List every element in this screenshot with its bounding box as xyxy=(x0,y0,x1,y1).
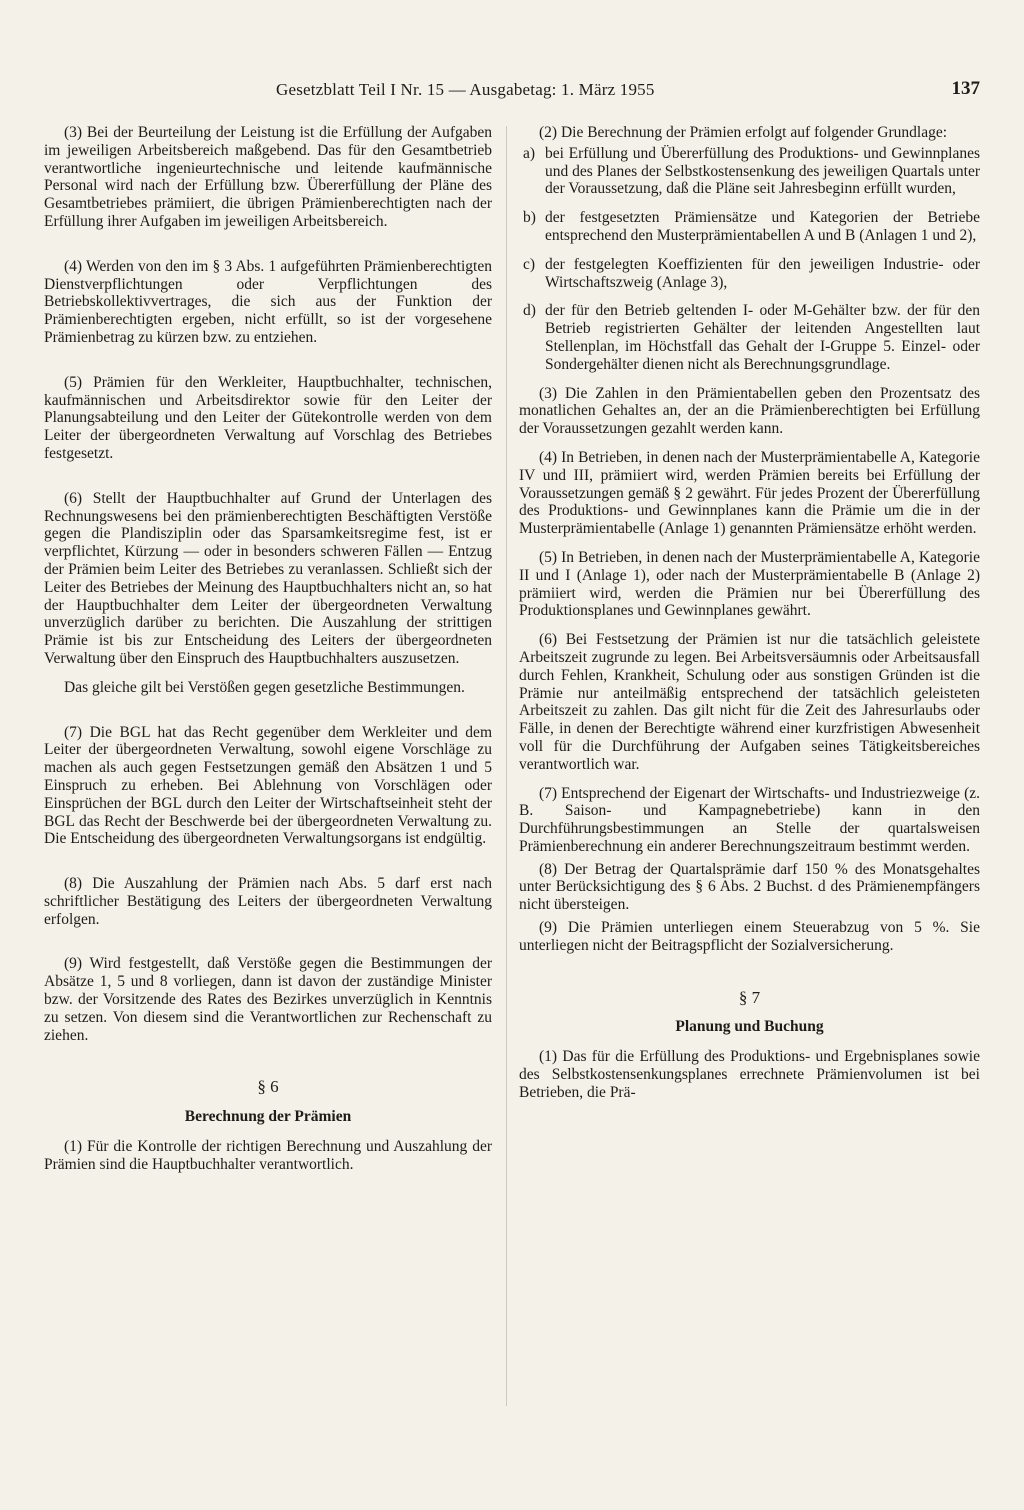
paragraph-6-4: (4) In Betrieben, in denen nach der Musterprämientabelle A, Kategorie IV und III, prämiiert wird, werden Prämien bereits bei Erfüllung der Voraussetzungen gemäß § 2 gewährt. Für jedes Prozent der Übererfüllung des Produktions- und Gewinnplanes kann die Prämie um die in der Musterprämientabelle (Anlage 1) genannten Prämiensätze erhöht werden. xyxy=(519,448,980,538)
paragraph-6-3: (3) Die Zahlen in den Prämientabellen geben den Prozentsatz des monatlichen Gehaltes an, der an die Prämienberechtigten bei Erfüllung der Voraussetzungen gezahlt werden kann. xyxy=(519,384,980,438)
list-item xyxy=(519,145,980,198)
left-column xyxy=(44,124,492,1174)
list-item-key: b) xyxy=(523,209,536,227)
list-item xyxy=(519,256,980,292)
paragraph-6-9: (9) Die Prämien unterliegen einem Steuerabzug von 5 %. Sie unterliegen nicht der Beitragspflicht der Sozialversicherung. xyxy=(519,919,980,954)
list-item-text: bei Erfüllung und Übererfüllung des Produktions- und Gewinnplanes und des Planes der Selbstkostensenkung des jeweiligen Quartals unter der Voraussetzung, daß die Pläne seit Jahresbeginn erfüllt wurden, xyxy=(545,144,980,198)
list-item-text: der für den Betrieb geltenden I- oder M-Gehälter bzw. der für den Betrieb registrierten Gehälter der leitenden Angestellten laut Stellenplan, im Höchstfall das Gehalt der I-Gruppe 5. Einzel- oder Sondergehälter dienen nicht als Berechnungsgrundlage. xyxy=(545,302,980,373)
section-number-6: § 6 xyxy=(257,1077,279,1097)
paragraph-5-7: (7) Die BGL hat das Recht gegenüber dem Werkleiter und dem Leiter der übergeordneten Verwaltung, sowohl eigene Vorschläge zu machen als auch gegen Festsetzungen gemäß den Absätzen 1 und 5 Einspruch zu erheben. Bei Ablehnung von Vorschlägen oder Einsprüchen der BGL durch den Leiter der Wirtschaftseinheit steht der BGL das Recht der Beschwerde bei der übergeordneten Verwaltung zu. Die Entscheidung des übergeordneten Verwaltungsorgans ist endgültig. xyxy=(44,723,492,848)
header-title: Gesetzblatt Teil I Nr. 15 — Ausgabetag: 1. März 1955 xyxy=(276,80,655,99)
paragraph-6-5: (5) In Betrieben, in denen nach der Musterprämientabelle A, Kategorie II und I (Anlage 1), oder nach der Musterprämientabelle B (Anlage 2) prämiiert wird, werden die Prämien nur bei Übererfüllung des Produktionsplanes und Gewinnplanes gewährt. xyxy=(519,548,980,620)
section-title-6: Berechnung der Prämien xyxy=(184,1108,352,1126)
paragraph-5-5: (5) Prämien für den Werkleiter, Hauptbuchhalter, technischen, kaufmännischen und Arbeitsdirektor sowie für den Leiter der Planungsabteilung und den Leiter der Gütekontrolle werden von dem Leiter der übergeordneten Verwaltung auf Vorschlag des Betriebes festgesetzt. xyxy=(44,373,492,462)
section-number-7: § 7 xyxy=(738,987,761,1007)
list-item-key: d) xyxy=(523,302,536,320)
paragraph-6-1: (1) Für die Kontrolle der richtigen Berechnung und Auszahlung der Prämien sind die Hauptbuchhalter verantwortlich. xyxy=(44,1138,492,1173)
list-item-text: der festgesetzten Prämiensätze und Kategorien der Betriebe entsprechend den Musterprämientabellen A und B (Anlagen 1 und 2), xyxy=(545,209,980,244)
paragraph-6-7: (7) Entsprechend der Eigenart der Wirtschafts- und Industriezweige (z. B. Saison- und Kampagnebetriebe) kann in den Durchführungsbestimmungen an Stelle der quartalsweisen Prämienberechnung ein anderer Berechnungszeitraum bestimmt werden. xyxy=(519,784,980,855)
paragraph-5-8: (8) Die Auszahlung der Prämien nach Abs. 5 darf erst nach schriftlicher Bestätigung des Leiters der übergeordneten Verwaltung erfolgen. xyxy=(44,875,492,928)
right-column xyxy=(519,124,980,1102)
paragraph-6-8: (8) Der Betrag der Quartalsprämie darf 150 % des Monatsgehaltes unter Berücksichtigung des § 6 Abs. 2 Buchst. d des Prämienempfängers nicht übersteigen. xyxy=(519,860,980,914)
list-item xyxy=(519,209,980,245)
paragraph-5-6: (6) Stellt der Hauptbuchhalter auf Grund der Unterlagen des Rechnungswesens bei den prämienberechtigten Beschäftigten Verstöße gegen die Plandisziplin oder das Sparsamkeitsregime fest, ist er verpflichtet, Kürzung — oder in besonders schweren Fällen — Entzug der Prämien beim Leiter des Betriebes zu veranlassen. Schließt sich der Leiter des Betriebes der Meinung des Hauptbuchhalters nicht an, so hat der Hauptbuchhalter dem Leiter der übergeordneten Verwaltung unverzüglich darüber zu berichten. Die Auszahlung der strittigen Prämie ist bis zur Entscheidung des Leiters der übergeordneten Verwaltung über den Einspruch des Hauptbuchhalters auszusetzen. xyxy=(44,489,492,667)
section-title-7: Planung und Buchung xyxy=(675,1018,824,1036)
list-item xyxy=(519,302,980,373)
list-item-key: a) xyxy=(523,144,536,162)
page-number: 137 xyxy=(951,78,980,99)
column-divider xyxy=(506,126,507,1406)
list-item-text: der festgelegten Koeffizienten für den jeweiligen Industrie- oder Wirtschaftszweig (Anlage 3), xyxy=(545,255,980,291)
paragraph-6-6: (6) Bei Festsetzung der Prämien ist nur die tatsächlich geleistete Arbeitszeit zugrunde zu legen. Bei Arbeitsversäumnis oder Arbeitsausfall durch Fehlen, Krankheit, Schulung oder aus sonstigen Gründen ist die Prämie nur anteilmäßig entsprechend der tatsächlich geleisteten Arbeitszeit zu zahlen. Das gilt nicht für die Zeit des Jahresurlaubs oder Fälle, in denen der Berechtigte während einer kurzfristigen Abwesenheit voll für die Durchführung der Aufgaben seines Tätigkeitsbereiches verantwortlich war. xyxy=(519,631,980,773)
paragraph-6-2: (2) Die Berechnung der Prämien erfolgt auf folgender Grundlage: xyxy=(539,124,948,141)
page-header xyxy=(44,76,984,106)
calculation-basis-list xyxy=(519,145,980,374)
paragraph-7-1: (1) Das für die Erfüllung des Produktions- und Ergebnisplanes sowie des Selbstkostensenkungsplanes errechnete Prämienvolumen ist bei Betrieben, die Prä- xyxy=(519,1048,980,1101)
paragraph-5-3: (3) Bei der Beurteilung der Leistung ist die Erfüllung der Aufgaben im jeweiligen Arbeitsbereich maßgebend. Das für den Gesamtbetrieb verantwortliche ingenieurtechnische und leitende kaufmännische Personal wird nach der Erfüllung bzw. Übererfüllung der Pläne des Gesamtbetriebes prämiiert, die übrigen Prämienberechtigten nach der Erfüllung ihrer Aufgaben im jeweiligen Arbeitsbereich. xyxy=(44,124,492,230)
list-item-key: c) xyxy=(523,255,536,273)
paragraph-5-6-addendum: Das gleiche gilt bei Verstößen gegen gesetzliche Bestimmungen. xyxy=(64,678,465,696)
paragraph-5-4: (4) Werden von den im § 3 Abs. 1 aufgeführten Prämienberechtigten Dienstverpflichtungen oder Verpflichtungen des Betriebskollektivvertrages, die sich aus der Funktion der Prämienberechtigten ergeben, nicht erfüllt, so ist der vorgesehene Prämienbetrag zu kürzen bzw. zu entziehen. xyxy=(44,257,492,346)
paragraph-5-9: (9) Wird festgestellt, daß Verstöße gegen die Bestimmungen der Absätze 1, 5 und 8 vorliegen, dann ist davon der zuständige Minister bzw. der Vorsitzende des Rates des Bezirkes unverzüglich in Kenntnis zu setzen. Von diesem sind die Verantwortlichen zur Rechenschaft zu ziehen. xyxy=(44,955,492,1044)
